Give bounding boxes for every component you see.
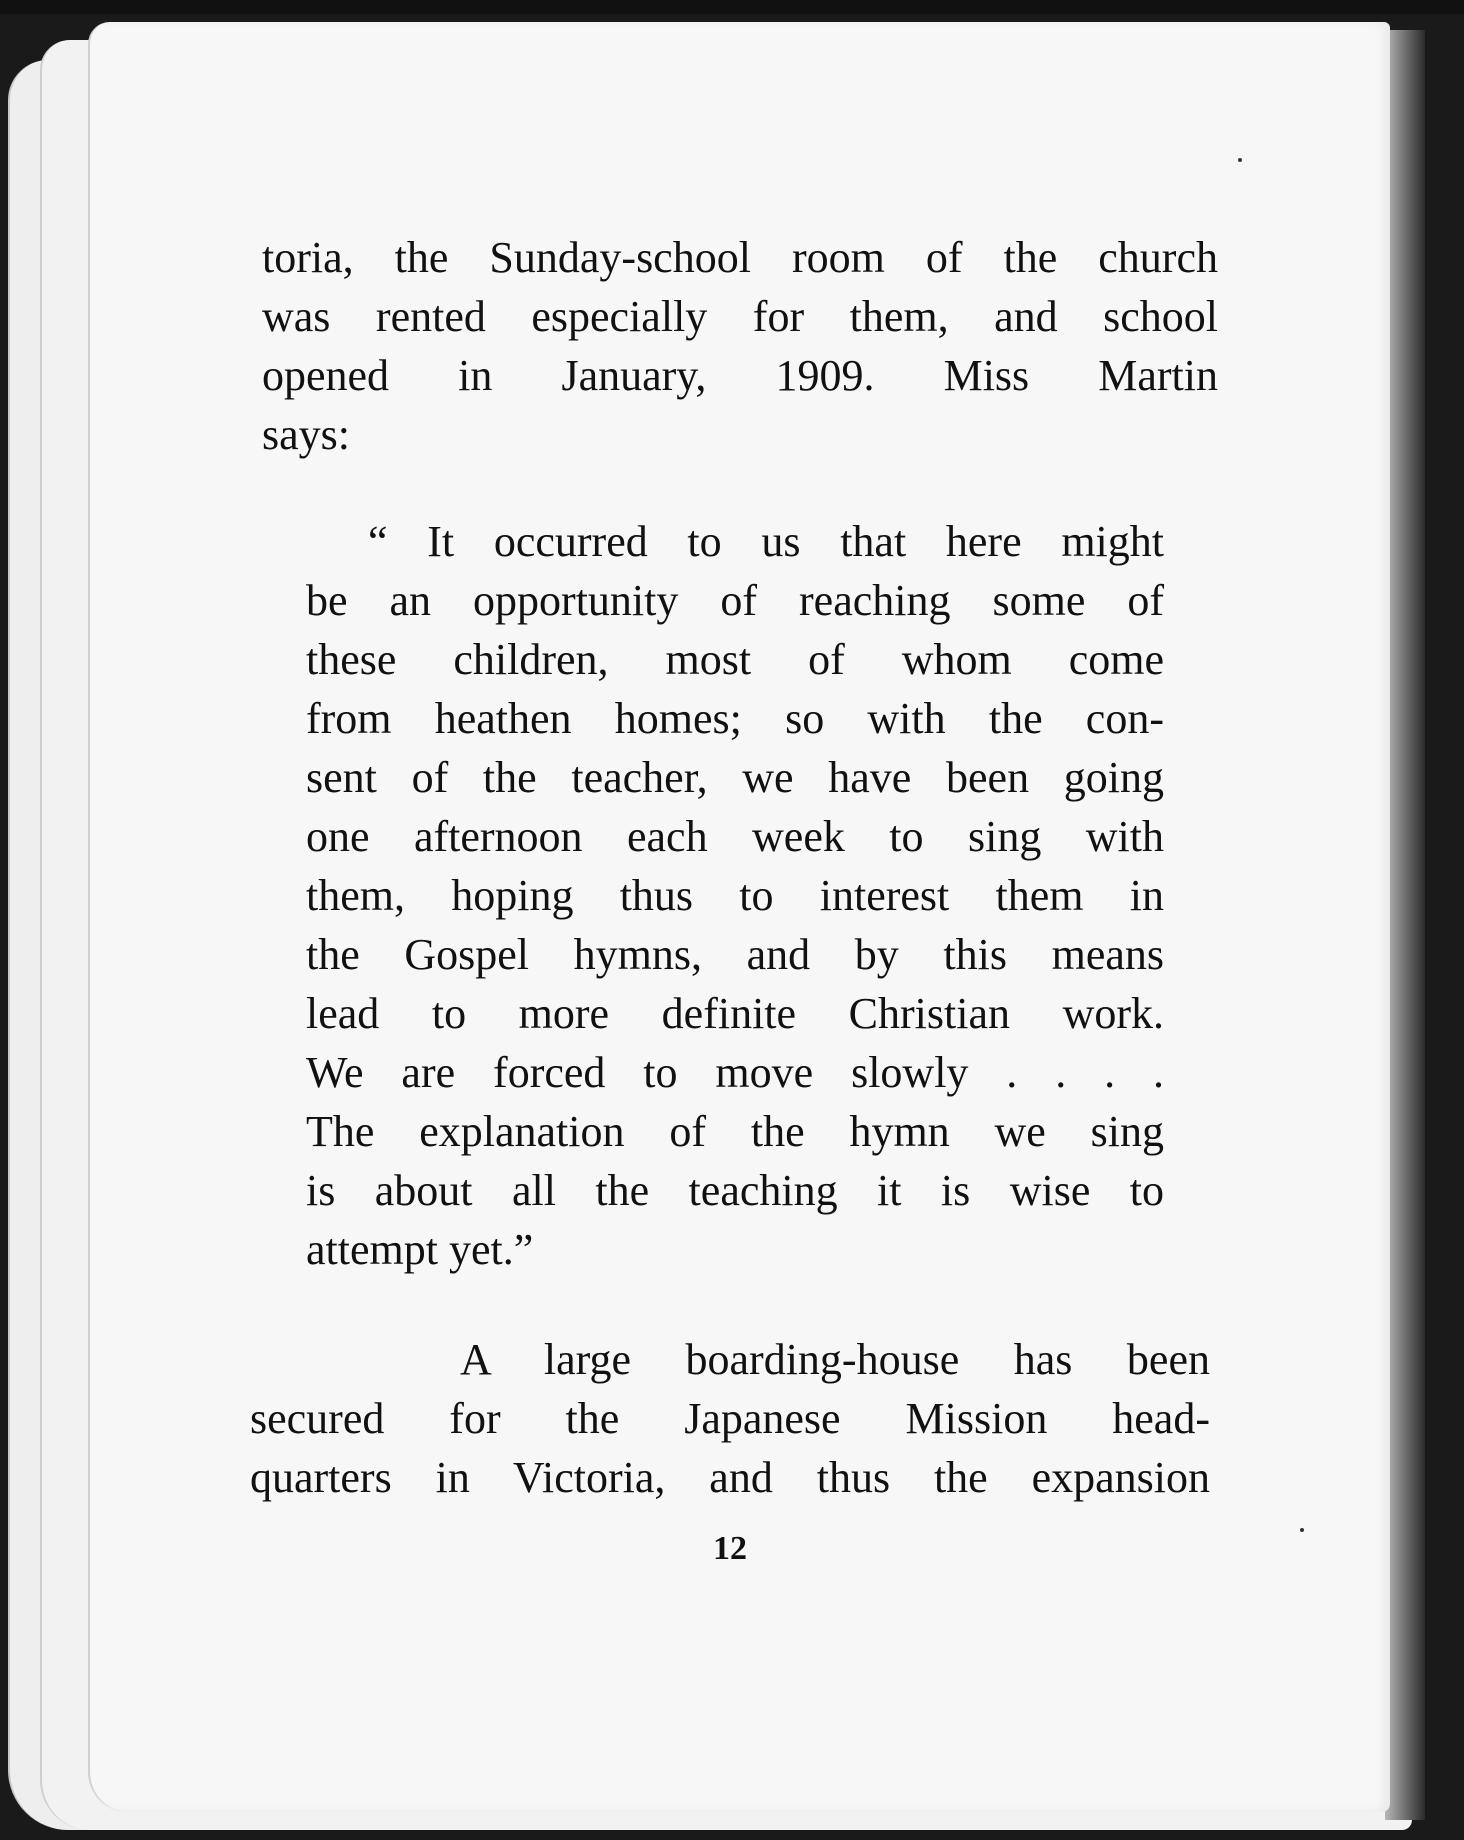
- text-line: the Gospel hymns, and by this means: [306, 930, 1164, 979]
- text-line: these children, most of whom come: [306, 635, 1164, 684]
- text-line: The explanation of the hymn we sing: [306, 1107, 1164, 1156]
- paragraph-2: [250, 1330, 1210, 1507]
- page-edge-shadow: [1385, 30, 1425, 1820]
- text-line: lead to more definite Christian work.: [306, 989, 1164, 1038]
- text-line: attempt yet.”: [306, 1225, 534, 1274]
- text-line: quarters in Victoria, and thus the expansion: [250, 1453, 1210, 1502]
- text-line: from heathen homes; so with the con-: [306, 694, 1164, 743]
- scan-speck: [1238, 158, 1242, 162]
- text-line: one afternoon each week to sing with: [306, 812, 1164, 861]
- scan-top-border: [0, 0, 1464, 14]
- text-line: them, hoping thus to interest them in: [306, 871, 1164, 920]
- text-line: secured for the Japanese Mission head-: [250, 1394, 1210, 1443]
- page-number: 12: [713, 1530, 747, 1567]
- text-line: “ It occurred to us that here might: [368, 517, 1164, 566]
- paragraph-1: [262, 228, 1218, 464]
- text-line: sent of the teacher, we have been going: [306, 753, 1164, 802]
- text-line: says:: [262, 410, 350, 459]
- text-line: We are forced to move slowly . . . .: [306, 1048, 1164, 1097]
- text-line: was rented especially for them, and school: [262, 292, 1218, 341]
- block-quote: [306, 512, 1164, 1279]
- text-line: opened in January, 1909. Miss Martin: [262, 351, 1218, 400]
- text-line: be an opportunity of reaching some of: [306, 576, 1164, 625]
- scan-speck: [1300, 1528, 1304, 1532]
- text-line: A large boarding-house has been: [460, 1335, 1210, 1384]
- text-line: is about all the teaching it is wise to: [306, 1166, 1164, 1215]
- text-line: toria, the Sunday-school room of the church: [262, 233, 1218, 282]
